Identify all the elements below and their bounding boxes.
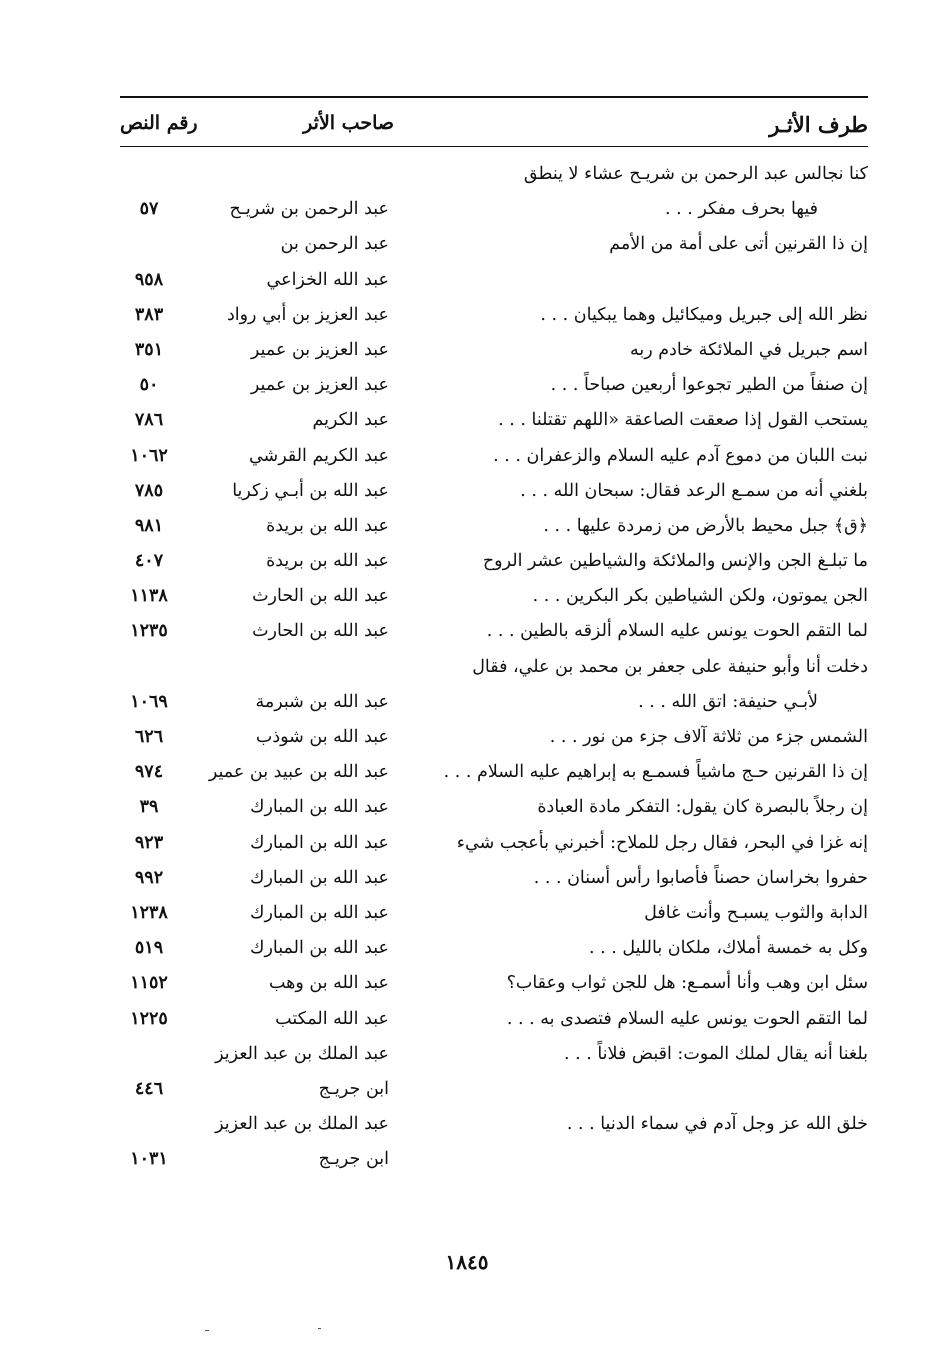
row-number: ٤٤٦ (134, 1078, 164, 1099)
row-author: عبد الله بن المبارك (250, 938, 389, 959)
header-text-column: طرف الأثـر (769, 112, 868, 137)
table-row (0, 931, 934, 966)
table-row (0, 403, 934, 438)
header-number-column: رقم النص (120, 112, 198, 134)
row-number: ٣٥١ (134, 339, 164, 360)
row-author: عبد الله بن الحارث (252, 621, 389, 642)
row-text: إن ذا القرنين حـج ماشياً فسمـع به إبراهيم عليه السلام . . . (443, 762, 868, 783)
index-table (0, 157, 934, 1177)
row-author: عبد الله بن بريدة (266, 551, 389, 572)
row-author: عبد الله بن المبارك (250, 867, 389, 888)
row-text: الشمس جزء من ثلاثة آلاف جزء من نور . . . (549, 727, 868, 747)
row-number: ١٢٣٨ (130, 902, 168, 923)
row-author: عبد الله بن عبيد بن عمير (208, 762, 389, 783)
row-author: عبد الله بن المبارك (250, 902, 389, 923)
row-text: نبت اللبان من دموع آدم عليه السلام والزعفران . . . (493, 445, 868, 466)
table-row (0, 826, 934, 861)
row-text: بلغنا أنه يقال لملك الموت: اقبض فلاناً . . . (563, 1043, 868, 1064)
table-row (0, 509, 934, 544)
page-number: ١٨٤٥ (445, 1250, 489, 1274)
row-number: ٣٩ (139, 797, 159, 818)
row-text: ﴿ق﴾ جبل محيط بالأرض من زمردة عليها . . . (543, 515, 868, 536)
row-text: وكل به خمسة أملاك، ملكان بالليل . . . (588, 938, 868, 959)
row-text: كنا نجالس عبد الرحمن بن شريـح عشاء لا ينطق (523, 164, 868, 184)
row-text: لأبـي حنيفة: اتق الله . . . (638, 691, 818, 712)
row-author: عبد الله بن وهب (268, 973, 389, 994)
table-row (0, 439, 934, 474)
row-number: ١١٥٢ (130, 973, 168, 994)
row-author: عبد الكريم القرشي (248, 445, 389, 466)
table-row (0, 579, 934, 614)
row-author: عبد الله بن أبـي زكريا (232, 480, 389, 501)
table-row (0, 263, 934, 298)
table-row (0, 298, 934, 333)
table-row (0, 368, 934, 403)
row-author: عبد الله بن شبرمة (255, 691, 389, 712)
table-row (0, 157, 934, 192)
row-author: عبد الله بن المبارك (250, 797, 389, 818)
table-row (0, 614, 934, 649)
row-text: لما التقم الحوت يونس عليه السلام ألزقه بالطين . . . (486, 621, 868, 642)
row-text: بلغني أنه من سمـع الرعد فقال: سبحان الله . . . (520, 480, 868, 501)
row-number: ١٢٢٥ (130, 1008, 168, 1029)
row-number: ١١٣٨ (130, 586, 168, 607)
row-text: ما تبلـغ الجن والإنس والملائكة والشياطين عشر الروح (482, 551, 868, 572)
row-author: عبد العزيز بن عمير (250, 339, 389, 360)
row-text: حفروا بخراسان حصناً فأصابوا رأس أسنان . . . (533, 867, 868, 888)
row-text: فيها بحرف مفكر . . . (664, 199, 818, 220)
top-rule (120, 96, 868, 98)
table-row (0, 227, 934, 262)
header-rule (120, 146, 868, 147)
row-number: ٩٥٨ (134, 269, 164, 290)
row-author: عبد الله المكتب (275, 1008, 389, 1029)
row-number: ٧٨٦ (134, 410, 164, 431)
row-number: ٦٢٦ (134, 727, 164, 747)
row-number: ٥٠ (139, 375, 159, 396)
row-text: إن صنفاً من الطير تجوعوا أربعين صباحاً . . . (550, 375, 868, 396)
table-row (0, 1072, 934, 1107)
table-row (0, 192, 934, 227)
table-row (0, 1142, 934, 1177)
row-text: إن رجلاً بالبصرة كان يقول: التفكر مادة العبادة (537, 797, 868, 818)
scan-speck (205, 1330, 209, 1331)
table-row (0, 1107, 934, 1142)
row-author: عبد الملك بن عبد العزيز (215, 1114, 389, 1135)
header-author-column: صاحب الأثر (303, 112, 394, 134)
row-number: ١٠٦٢ (130, 445, 168, 466)
row-number: ٩٩٢ (134, 867, 164, 888)
scan-speck (318, 1328, 321, 1329)
table-row (0, 544, 934, 579)
row-text: إن ذا القرنين أتى على أمة من الأمم (609, 234, 868, 255)
row-number: ١٠٦٩ (130, 691, 168, 712)
table-row (0, 333, 934, 368)
row-author: عبد الرحمن بن (280, 234, 389, 255)
row-author: عبد العزيز بن أبي رواد (226, 304, 389, 325)
row-author: عبد الله بن المبارك (250, 832, 389, 853)
row-text: خلق الله عز وجل آدم في سماء الدنيا . . . (566, 1114, 868, 1135)
row-author: ابن جريـج (318, 1078, 389, 1099)
row-text: لما التقم الحوت يونس عليه السلام فتصدى به . . . (506, 1008, 868, 1029)
row-text: الجن يموتون، ولكن الشياطين بكر البكرين . . . (532, 586, 868, 607)
row-text: نظر الله إلى جبريل وميكائيل وهما يبكيان . . . (540, 304, 868, 325)
row-author: عبد الله بن شوذب (255, 727, 389, 747)
table-row (0, 720, 934, 755)
row-number: ٩٨١ (134, 515, 164, 536)
row-author: عبد الكريم (312, 410, 389, 431)
row-author: عبد العزيز بن عمير (250, 375, 389, 396)
row-text: إنه غزا في البحر، فقال رجل للملاح: أخبرني بأعجب شيء (456, 832, 868, 853)
row-text: يستحب القول إذا صعقت الصاعقة «اللهم تقتلنا . . . (498, 410, 868, 431)
row-text: دخلت أنا وأبو حنيفة على جعفر بن محمد بن علي، فقال (472, 656, 868, 677)
table-row (0, 474, 934, 509)
row-text: الدابة والثوب يسبـح وأنت غافل (644, 902, 868, 923)
row-number: ٩٢٣ (134, 832, 164, 853)
table-row (0, 966, 934, 1001)
row-number: ٥١٩ (134, 938, 164, 959)
table-row (0, 755, 934, 790)
table-row (0, 861, 934, 896)
row-number: ٥٧ (139, 199, 159, 220)
row-author: عبد الرحمن بن شريـح (229, 199, 389, 220)
row-author: ابن جريـج (318, 1149, 389, 1170)
table-row (0, 1002, 934, 1037)
row-number: ٩٧٤ (134, 762, 164, 783)
row-number: ١٠٣١ (130, 1149, 168, 1170)
table-row (0, 650, 934, 685)
table-row (0, 1037, 934, 1072)
row-number: ٧٨٥ (134, 480, 164, 501)
row-number: ٤٠٧ (134, 551, 164, 572)
table-row (0, 790, 934, 825)
row-author: عبد الله بن الحارث (252, 586, 389, 607)
table-row (0, 685, 934, 720)
row-author: عبد الملك بن عبد العزيز (215, 1043, 389, 1064)
row-author: عبد الله بن بريدة (266, 515, 389, 536)
row-text: سئل ابن وهب وأنا أسمـع: هل للجن ثواب وعقاب؟ (506, 973, 868, 994)
table-row (0, 896, 934, 931)
row-text: اسم جبريل في الملائكة خادم ربه (630, 339, 868, 360)
row-number: ٣٨٣ (134, 304, 164, 325)
row-number: ١٢٣٥ (130, 621, 168, 642)
row-author: عبد الله الخزاعي (266, 269, 389, 290)
